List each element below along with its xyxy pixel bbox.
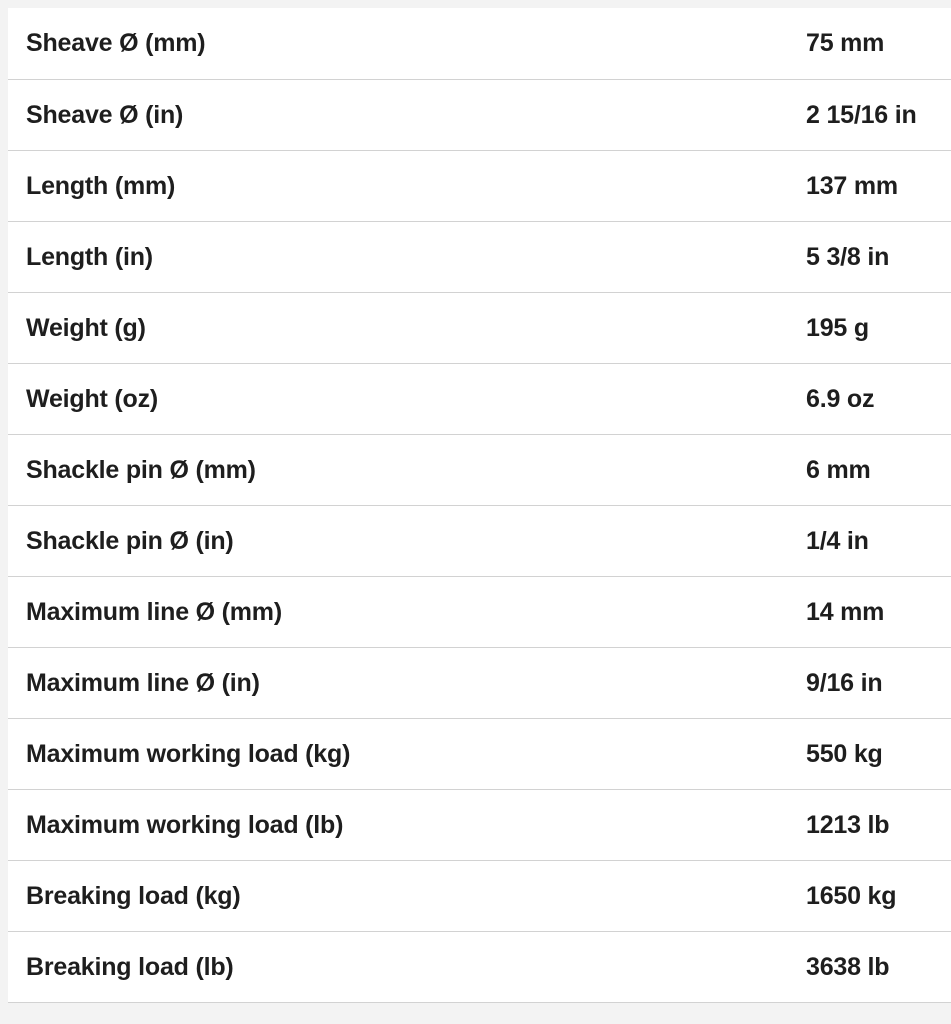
spec-label: Breaking load (kg): [26, 881, 241, 910]
spec-value: 9/16 in: [806, 668, 883, 697]
spec-value: 195 g: [806, 313, 869, 342]
table-row: [8, 861, 951, 932]
table-row: [8, 151, 951, 222]
spec-label: Maximum line Ø (in): [26, 668, 260, 697]
table-row: [8, 648, 951, 719]
spec-value: 1213 lb: [806, 810, 890, 839]
page-bottom-margin: [0, 1004, 951, 1024]
spec-label: Maximum line Ø (mm): [26, 597, 282, 626]
spec-value: 75 mm: [806, 29, 885, 57]
spec-value: 3638 lb: [806, 952, 890, 981]
spec-value: 1/4 in: [806, 526, 869, 555]
spec-label: Weight (oz): [26, 384, 159, 413]
spec-value: 5 3/8 in: [806, 242, 890, 271]
spec-label: Shackle pin Ø (in): [26, 526, 234, 555]
spec-label: Shackle pin Ø (mm): [26, 455, 256, 484]
table-row: [8, 577, 951, 648]
table-row: [8, 80, 951, 151]
spec-value: 2 15/16 in: [806, 100, 917, 129]
spec-value: 14 mm: [806, 597, 885, 626]
table-row: [8, 435, 951, 506]
spec-value: 137 mm: [806, 171, 898, 200]
table-row: [8, 293, 951, 364]
table-row: [8, 222, 951, 293]
spec-label: Sheave Ø (in): [26, 100, 184, 129]
spec-value: 6.9 oz: [806, 384, 875, 413]
spec-label: Maximum working load (kg): [26, 739, 351, 768]
table-row: [8, 506, 951, 577]
table-row: [8, 719, 951, 790]
spec-label: Sheave Ø (mm): [26, 29, 206, 57]
spec-label: Maximum working load (lb): [26, 810, 344, 839]
table-row: [8, 8, 951, 80]
table-row: [8, 790, 951, 861]
table-row: [8, 932, 951, 1003]
spec-label: Length (in): [26, 242, 153, 271]
spec-value: 1650 kg: [806, 881, 897, 910]
spec-label: Length (mm): [26, 171, 176, 200]
specifications-table: [8, 8, 951, 1003]
table-row: [8, 364, 951, 435]
spec-value: 550 kg: [806, 739, 883, 768]
spec-label: Weight (g): [26, 313, 146, 342]
spec-label: Breaking load (lb): [26, 952, 234, 981]
spec-value: 6 mm: [806, 455, 871, 484]
